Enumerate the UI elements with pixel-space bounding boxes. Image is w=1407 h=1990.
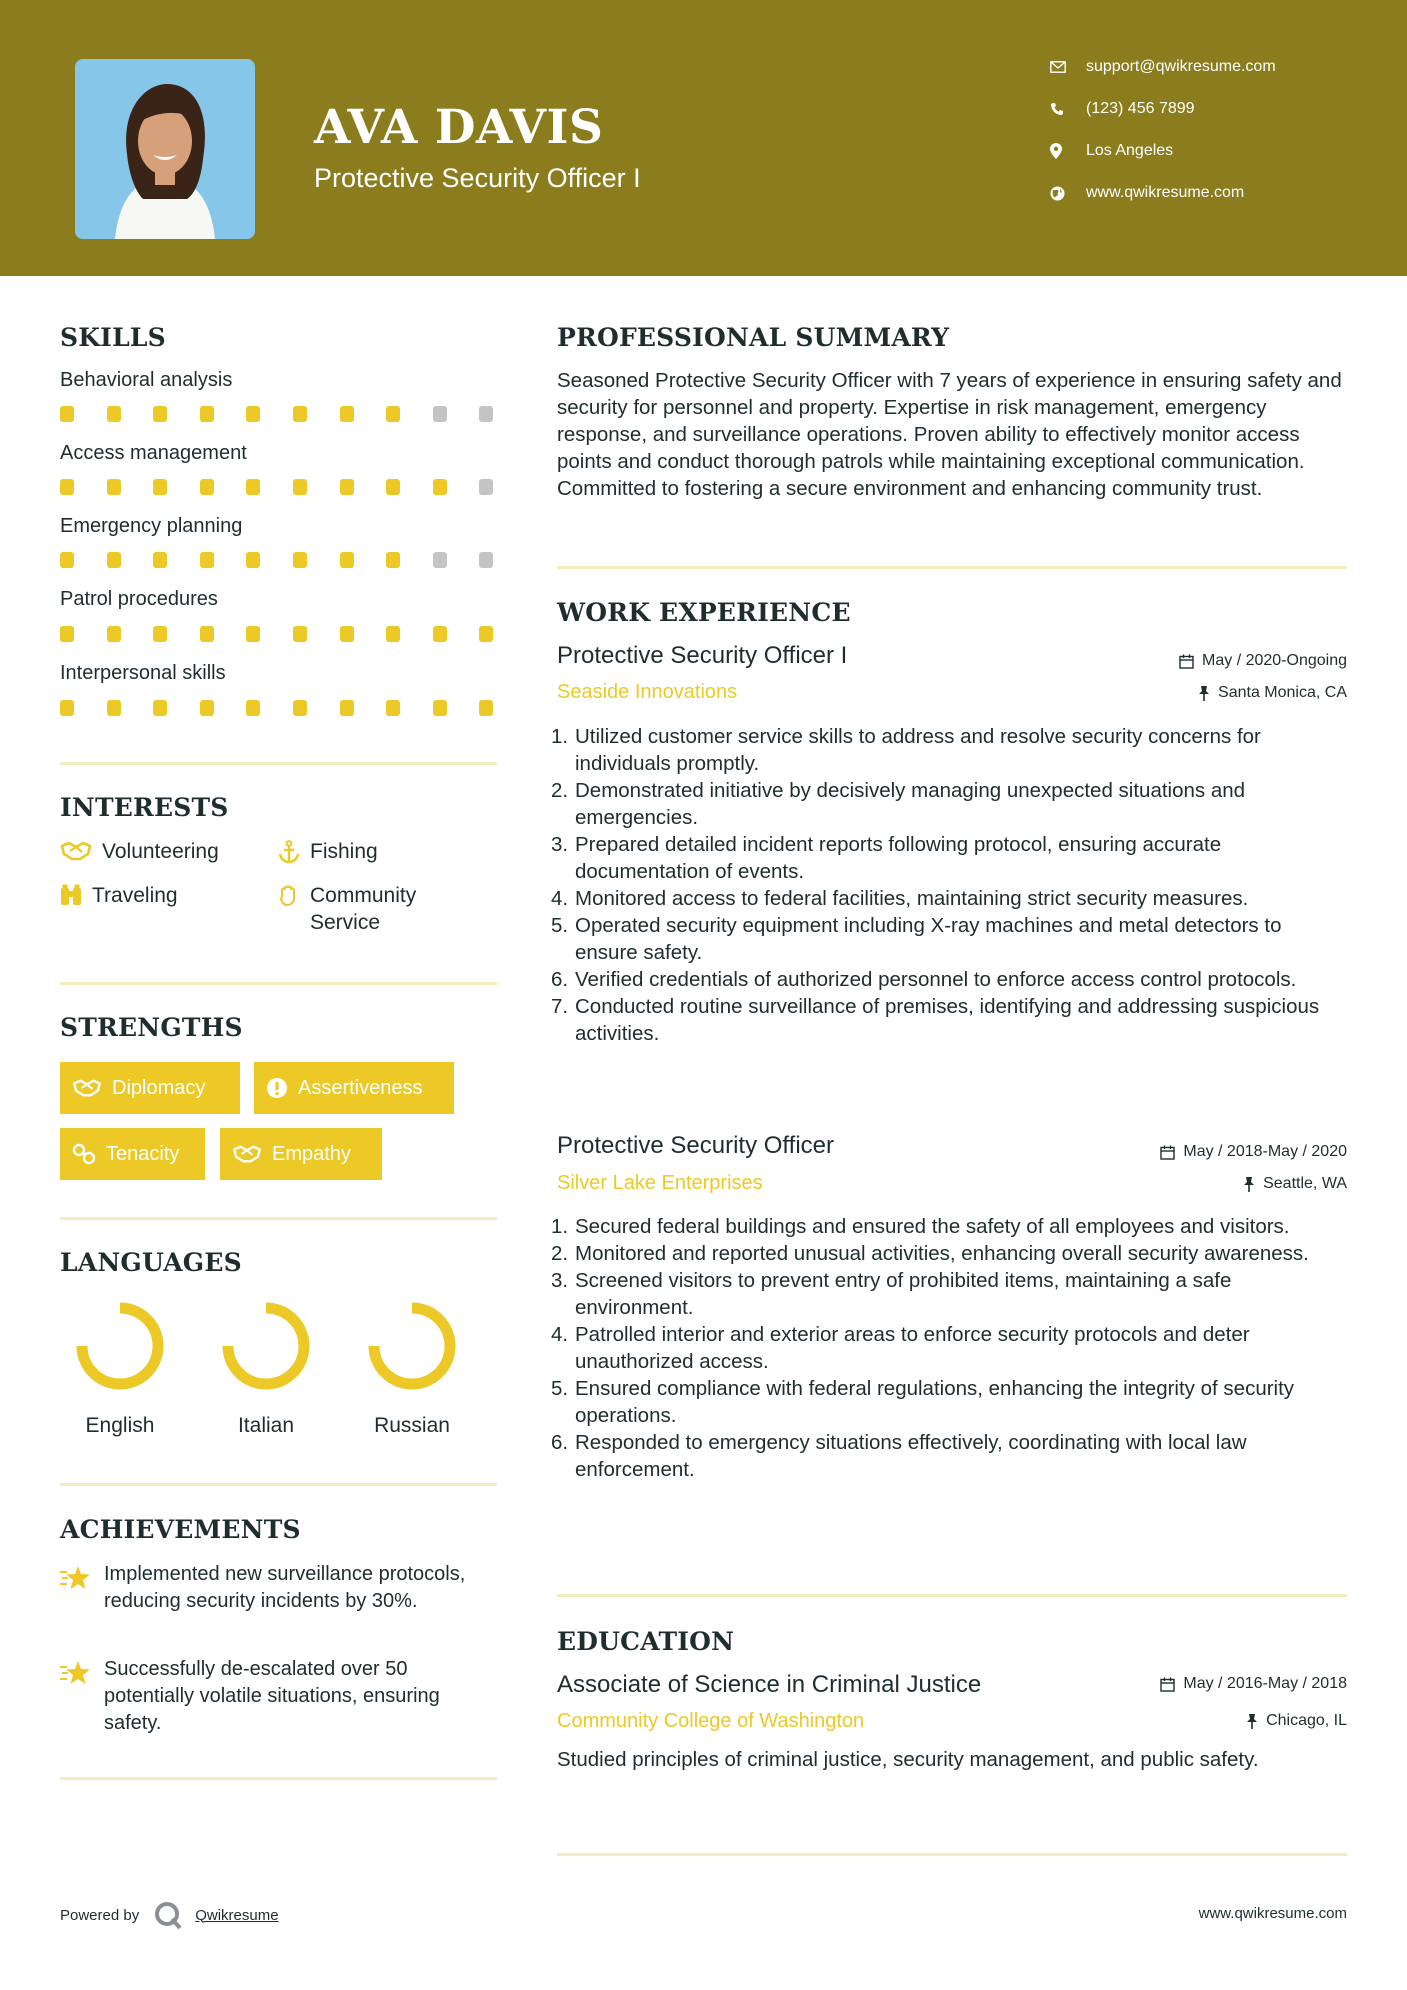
skill-dot-filled [107,626,121,642]
job-dates-text: May / 2020-Ongoing [1202,652,1347,669]
job-title: Protective Security Officer [557,1132,834,1159]
skill-dot-filled [200,406,214,422]
skills-heading: SKILLS [60,323,166,352]
section-divider [60,762,497,765]
language-rings [60,1298,480,1398]
calendar-icon [1179,654,1194,669]
interest-item [60,882,178,909]
brand-link[interactable]: Qwikresume [195,1906,279,1924]
calendar-icon [1160,1677,1175,1692]
job-title: Protective Security Officer I [557,642,848,669]
envelope-icon [1050,56,1086,78]
skill-dot-filled [386,406,400,422]
strength-chip [60,1128,205,1180]
skill-dot-filled [200,479,214,495]
skill-dot-filled [200,552,214,568]
skill-dot-empty [479,552,493,568]
binoculars-icon [60,884,82,906]
skill-dot-empty [479,406,493,422]
skill-name: Interpersonal skills [60,662,226,684]
skill-dot-filled [107,552,121,568]
duty-item: Patrolled interior and exterior areas to enforce security protocols and deter unauthorized access. [575,1323,1250,1373]
contact-email-text: support@qwikresume.com [1086,58,1276,75]
contact-phone[interactable] [1050,98,1276,140]
section-divider [60,1777,497,1780]
profile-photo [75,59,255,239]
skill-dot-filled [60,406,74,422]
strength-chip [60,1062,240,1114]
skill-dot-empty [433,552,447,568]
strength-label: Assertiveness [298,1076,423,1099]
qwikresume-logo-icon [153,1900,183,1930]
school-name: Community College of Washington [557,1710,865,1732]
handshake-icon [232,1144,262,1164]
globe-icon [1050,182,1086,204]
skill-dot-filled [200,626,214,642]
skill-dot-empty [433,406,447,422]
skill-dot-filled [340,626,354,642]
skill-rating [60,700,526,716]
skill-dot-filled [153,552,167,568]
job-duties [557,723,1347,1047]
job-duties [557,1213,1347,1483]
skill-dot-filled [386,626,400,642]
skill-name: Behavioral analysis [60,369,233,391]
duty-item: Secured federal buildings and ensured the safety of all employees and visitors. [575,1215,1290,1238]
skill-dot-filled [107,479,121,495]
phone-icon [1050,98,1086,120]
skill-dot-filled [60,626,74,642]
interest-label: Traveling [92,884,178,907]
degree-title: Associate of Science in Criminal Justice [557,1671,982,1698]
skill-dot-filled [107,700,121,716]
job-dates-text: May / 2018-May / 2020 [1183,1143,1347,1160]
language-name: English [85,1414,155,1437]
skill-dot-filled [293,552,307,568]
interests-heading: INTERESTS [60,793,229,822]
education-location [1246,1712,1347,1730]
strength-label: Tenacity [106,1142,180,1165]
skill-name: Emergency planning [60,515,243,537]
section-divider [60,1483,497,1486]
duty-item: Verified credentials of authorized personnel to enforce access control protocols. [575,968,1297,991]
skill-dot-filled [340,479,354,495]
duty-item: Operated security equipment including X-ray machines and metal detectors to ensure safety. [575,914,1282,964]
skill-dot-filled [107,406,121,422]
education-description: Studied principles of criminal justice, security management, and public safety. [557,1748,1259,1771]
duty-item: Monitored and reported unusual activities, enhancing overall security awareness. [575,1242,1309,1265]
contact-website[interactable] [1050,182,1276,224]
education-heading: EDUCATION [557,1627,735,1656]
candidate-name: AVA DAVIS [314,100,604,155]
footer-powered-by [60,1900,279,1930]
skill-dot-filled [293,626,307,642]
interest-label: Fishing [310,840,378,863]
footer-website[interactable]: www.qwikresume.com [1198,1905,1347,1922]
duty-item: Utilized customer service skills to address and resolve security concerns for individuals promptly. [575,725,1261,775]
skill-dot-filled [60,552,74,568]
skill-dot-filled [293,700,307,716]
interest-item [60,838,219,865]
section-divider [557,1594,1347,1597]
strength-label: Empathy [272,1142,351,1165]
skill-dot-filled [60,700,74,716]
contact-phone-text: (123) 456 7899 [1086,100,1195,117]
skill-dot-filled [386,552,400,568]
contact-location [1050,140,1276,182]
contact-location-text: Los Angeles [1086,142,1174,159]
skill-dot-filled [246,700,260,716]
experience-heading: WORK EXPERIENCE [557,598,851,627]
skill-dot-filled [340,700,354,716]
resume-header [0,0,1407,276]
interest-item [278,882,468,936]
job-location-text: Seattle, WA [1263,1175,1347,1192]
skill-dot-filled [386,700,400,716]
skill-dot-filled [433,626,447,642]
strength-label: Diplomacy [112,1076,206,1099]
achievement-text: Successfully de-escalated over 50 potentially volatile situations, ensuring safety. [104,1658,440,1734]
duty-item: Responded to emergency situations effectively, coordinating with local law enforcement. [575,1431,1247,1481]
skill-dot-filled [60,479,74,495]
job-company: Silver Lake Enterprises [557,1172,763,1194]
skill-dot-filled [293,479,307,495]
duty-item: Screened visitors to prevent entry of prohibited items, maintaining a safe environment. [575,1269,1232,1319]
calendar-icon [1160,1145,1175,1160]
education-dates [1160,1675,1347,1693]
skill-dot-filled [246,479,260,495]
skill-dot-filled [246,406,260,422]
strength-chip [254,1062,454,1114]
achievement-text: Implemented new surveillance protocols, reducing security incidents by 30%. [104,1563,466,1612]
anchor-icon [278,840,300,864]
skill-dot-filled [433,700,447,716]
contact-website-text: www.qwikresume.com [1086,184,1245,201]
interest-label: Community Service [310,884,417,934]
language-ring-italian [228,1308,304,1384]
language-name: Russian [374,1414,450,1437]
section-divider [60,982,497,985]
interest-label: Volunteering [102,840,219,863]
strengths-heading: STRENGTHS [60,1013,243,1042]
section-divider [557,1853,1347,1856]
skill-name: Patrol procedures [60,588,218,610]
skill-dot-filled [153,406,167,422]
skill-dot-filled [293,406,307,422]
star-icon [60,1565,92,1591]
skill-dot-filled [479,700,493,716]
language-ring-russian [374,1308,450,1384]
job-location-text: Santa Monica, CA [1218,684,1347,701]
contact-list [1050,56,1276,224]
skill-name: Access management [60,442,247,464]
skill-rating [60,552,526,568]
duty-item: Ensured compliance with federal regulations, enhancing the integrity of security operations. [575,1377,1295,1427]
job-location [1198,684,1347,702]
pushpin-icon [1198,686,1210,701]
hand-icon [278,884,300,906]
duty-item: Monitored access to federal facilities, maintaining strict security measures. [575,887,1249,910]
section-divider [60,1217,497,1220]
skill-dot-filled [433,479,447,495]
interest-item [278,838,378,865]
location-pin-icon [1050,140,1086,162]
handshake-icon [72,1078,102,1098]
duty-item: Demonstrated initiative by decisively managing unexpected situations and emergencies. [575,779,1246,829]
skill-dot-filled [246,552,260,568]
section-divider [557,566,1347,569]
skill-dot-filled [153,626,167,642]
powered-by-text: Powered by [60,1906,140,1924]
skill-dot-filled [153,479,167,495]
skill-dot-filled [340,406,354,422]
skill-rating [60,406,526,422]
candidate-title: Protective Security Officer I [314,163,641,193]
skill-dot-filled [386,479,400,495]
skill-dot-empty [479,479,493,495]
education-location-text: Chicago, IL [1266,1712,1347,1729]
pushpin-icon [1246,1714,1258,1729]
job-dates [1179,652,1347,670]
skill-rating [60,626,526,642]
achievement-item [60,1656,500,1737]
summary-text: Seasoned Protective Security Officer with 7 years of experience in ensuring safety and security for personnel and property. Expertise in risk management, emergency response, and surveillance operations. Proven ability to effectively monitor access points and conduct thorough patrols while maintaining exceptional communication. Committed to fostering a secure environment and enhancing community trust. [557,369,1342,500]
skill-dot-filled [246,626,260,642]
skill-rating [60,479,526,495]
skill-dot-filled [340,552,354,568]
job-company: Seaside Innovations [557,681,738,703]
strength-chip [220,1128,382,1180]
duty-item: Prepared detailed incident reports following protocol, ensuring accurate documentation of events. [575,833,1222,883]
star-icon [60,1660,92,1686]
language-ring-english [82,1308,158,1384]
duty-item: Conducted routine surveillance of premises, identifying and addressing suspicious activities. [575,995,1320,1045]
skill-dot-filled [200,700,214,716]
skill-dot-filled [153,700,167,716]
pushpin-icon [1243,1177,1255,1192]
achievement-item [60,1561,500,1615]
job-dates [1160,1143,1347,1161]
language-name: Italian [237,1414,295,1437]
languages-heading: LANGUAGES [60,1248,242,1277]
contact-email[interactable] [1050,56,1276,98]
achievements-heading: ACHIEVEMENTS [60,1515,301,1544]
handshake-icon [60,840,92,862]
summary-heading: PROFESSIONAL SUMMARY [557,323,950,352]
link-icon [72,1143,96,1165]
exclamation-circle-icon [266,1077,288,1099]
skill-dot-filled [479,626,493,642]
education-dates-text: May / 2016-May / 2018 [1183,1675,1347,1692]
job-location [1243,1175,1347,1193]
